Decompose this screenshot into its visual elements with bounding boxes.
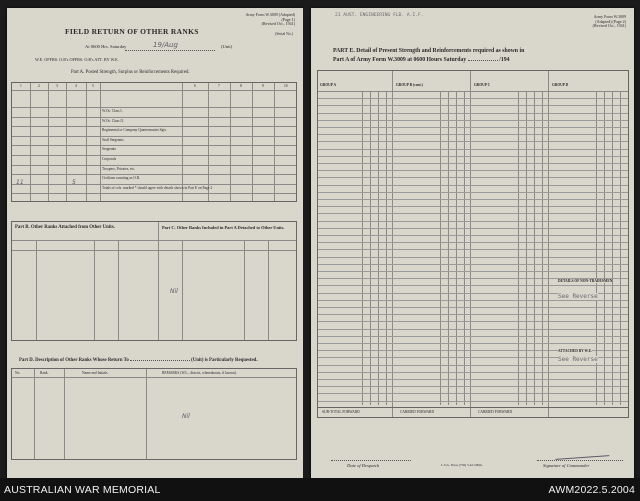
handwritten-nil-b: Nil xyxy=(170,288,178,295)
grid-row xyxy=(318,141,628,142)
column-number: 3 xyxy=(56,84,58,88)
column-number: 9 xyxy=(262,84,264,88)
column-number: 10 xyxy=(284,84,288,88)
handwritten-figure-a: 11 xyxy=(16,179,24,186)
grid-row xyxy=(318,365,628,366)
row-label: Civilians counting as O.R. xyxy=(102,176,141,181)
grid-row xyxy=(318,177,628,178)
part-a-title: Part A. Posted Strength, Surplus or Reinforcements Required. xyxy=(71,70,190,75)
signature-of-commander: Signature of Commander xyxy=(543,463,590,468)
grid-row xyxy=(318,156,628,157)
grid-row xyxy=(318,264,628,265)
see-reverse-stamp-2: See Reverse xyxy=(558,356,598,363)
grid-row xyxy=(318,170,628,171)
table-row xyxy=(12,136,296,137)
carried-forward-1: CARRIED FORWARD xyxy=(400,410,435,414)
form-title: FIELD RETURN OF OTHER RANKS xyxy=(65,27,199,36)
we-line: W.E. OFFRS. O.R's OFFRS. O.R's ATT. BY W.E. xyxy=(35,57,119,62)
grid-row xyxy=(318,285,628,286)
part-e-subtitle: Part A of Army Form W.3009 at 0600 Hours Saturday /194 xyxy=(333,57,510,63)
handwritten-nil-d: Nil xyxy=(182,413,190,420)
column-number: 7 xyxy=(218,84,220,88)
form-page-1 xyxy=(7,8,303,478)
part-a-table xyxy=(11,82,297,202)
group-c-header: GROUP C xyxy=(474,83,491,87)
column-number: 5 xyxy=(92,84,94,88)
group-d-header: GROUP D xyxy=(552,83,569,87)
table-row xyxy=(12,126,296,127)
column-number: 4 xyxy=(75,84,77,88)
grid-row xyxy=(318,372,628,373)
page-gap xyxy=(303,8,311,478)
group-a-header: GROUP A xyxy=(320,83,337,87)
subtotal-forward: SUB-TOTAL FORWARD xyxy=(322,410,360,414)
part-e-table xyxy=(317,70,629,418)
form-page-2 xyxy=(311,8,634,478)
row-label: Totals of cols. marked * should agree with details shown in Part E on Page 2 xyxy=(102,185,213,190)
grid-row xyxy=(318,127,628,128)
column-number: 6 xyxy=(194,84,196,88)
grid-row xyxy=(318,221,628,222)
row-label: Corporals xyxy=(102,157,117,161)
grid-row xyxy=(318,386,628,387)
form-reference-2: Army Form W.3009 (Adapted) (Page 2) (Revised Oct., 1941) xyxy=(592,14,626,28)
part-c-title: Part C. Other Ranks Included in Part A Detached to Other Units. xyxy=(162,225,285,230)
date-of-despatch: Date of Despatch xyxy=(347,463,380,468)
grid-row xyxy=(318,192,628,193)
row-label: Regimental or Company Quartermaster Sgts. xyxy=(102,128,167,133)
grid-row xyxy=(318,185,628,186)
print-line: L.S.G. Press (756) 5.42-500m. xyxy=(441,463,483,467)
grid-row xyxy=(318,343,628,344)
grid-row xyxy=(318,149,628,150)
unit-label: (Unit) xyxy=(221,44,233,49)
row-label: Troopers, Privates, etc. xyxy=(102,166,136,171)
grid-row xyxy=(318,393,628,394)
grid-row xyxy=(318,336,628,337)
grid-row xyxy=(318,307,628,308)
grid-row xyxy=(318,213,628,214)
grid-row xyxy=(318,379,628,380)
group-d-label: DETAILS OF NON-TRADESMEN xyxy=(558,279,613,283)
group-b-header: GROUP B (cont.) xyxy=(396,83,423,87)
grid-row xyxy=(318,199,628,200)
grid-row xyxy=(318,257,628,258)
part-e-title: PART E. Detail of Present Strength and Reinforcements required as shown in xyxy=(333,48,525,54)
grid-row xyxy=(318,113,628,114)
grid-row xyxy=(318,401,628,402)
grid-row xyxy=(318,321,628,322)
see-reverse-stamp-1: See Reverse xyxy=(558,293,598,300)
grid-row xyxy=(318,206,628,207)
row-label: W.Os. Class II. xyxy=(102,118,124,123)
grid-row xyxy=(318,120,628,121)
grid-row xyxy=(318,98,628,99)
part-b-c-table xyxy=(11,221,297,341)
grid-row xyxy=(318,242,628,243)
column-number: 1 xyxy=(20,84,22,88)
grid-row xyxy=(318,329,628,330)
row-label: W.Os. Class I. xyxy=(102,109,123,113)
table-row xyxy=(12,165,296,166)
handwritten-date: 19/Aug xyxy=(153,41,178,49)
column-numbers xyxy=(12,84,296,89)
grid-row xyxy=(318,134,628,135)
serial-label: (Serial No.) xyxy=(275,32,293,36)
part-d-table: No. Rank. Name and Initials. REMARKS (W.L., district, whereabouts, if known). Nil xyxy=(11,368,297,460)
table-row xyxy=(12,193,296,194)
grid-row xyxy=(318,271,628,272)
handwritten-figure-b: 5 xyxy=(72,179,76,186)
part-b-title: Part B. Other Ranks Attached from Other Units. xyxy=(15,225,115,230)
grid-row xyxy=(318,314,628,315)
table-row xyxy=(12,117,296,118)
row-label: Staff Sergeants xyxy=(102,137,124,142)
grid-row xyxy=(318,228,628,229)
grid-row xyxy=(318,105,628,106)
table-row xyxy=(12,184,296,185)
archive-id: AWM2022.5.2004 xyxy=(548,484,635,496)
date-line: At 0600 Hrs. Saturday xyxy=(85,44,127,49)
unit-stamp: 21 AUST. ENGINEERING FLD. A.I.F. xyxy=(335,13,424,18)
table-row xyxy=(12,174,296,175)
archive-footer xyxy=(0,478,640,501)
signature-scribble xyxy=(555,447,609,460)
attached-label: ATTACHED BY W.E. xyxy=(558,349,592,353)
grid-row xyxy=(318,249,628,250)
carried-forward-2: CARRIED FORWARD xyxy=(478,410,513,414)
row-label: Sergeants xyxy=(102,147,116,152)
archive-name: AUSTRALIAN WAR MEMORIAL xyxy=(4,484,161,496)
part-d-title: Part D. Description of Other Ranks Whose Return To (Unit) is Particularly Requested. xyxy=(19,358,258,363)
table-row xyxy=(12,155,296,156)
grid-row xyxy=(318,163,628,164)
form-reference: Army Form W.3009 (Adapted) (Page 1) (Revised Oct., 1941) xyxy=(245,12,295,26)
table-row xyxy=(12,145,296,146)
column-number: 8 xyxy=(240,84,242,88)
grid-row xyxy=(318,235,628,236)
column-number: 2 xyxy=(38,84,40,88)
